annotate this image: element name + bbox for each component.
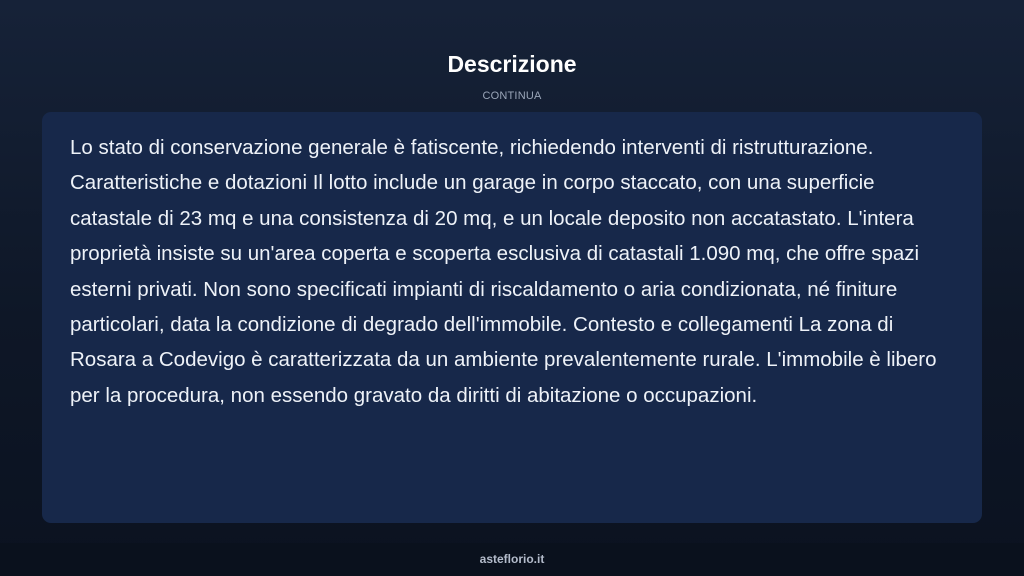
- description-text: Lo stato di conservazione generale è fatiscente, richiedendo interventi di ristrutturazione. Caratteristiche e dotazioni Il lotto include un garage in corpo staccato, con una superficie catastale di 23 mq e una consistenza di 20 mq, e un locale deposito non accatastato. L'intera proprietà insiste su un'area coperta e scoperta esclusiva di catastali 1.090 mq, che offre spazi esterni privati. Non sono specificati impianti di riscaldamento o aria condizionata, né finiture particolari, data la condizione di degrado dell'immobile. Contesto e collegamenti La zona di Rosara a Codevigo è caratterizzata da un ambiente prevalentemente rurale. L'immobile è libero per la procedura, non essendo gravato da diritti di abitazione o occupazioni.: [70, 136, 937, 407]
- footer-bar: [0, 543, 1024, 576]
- page-title: Descrizione: [447, 51, 577, 77]
- footer-site-label: asteflorio.it: [479, 552, 545, 566]
- description-card: [42, 112, 982, 523]
- page-subtitle: CONTINUA: [482, 90, 542, 102]
